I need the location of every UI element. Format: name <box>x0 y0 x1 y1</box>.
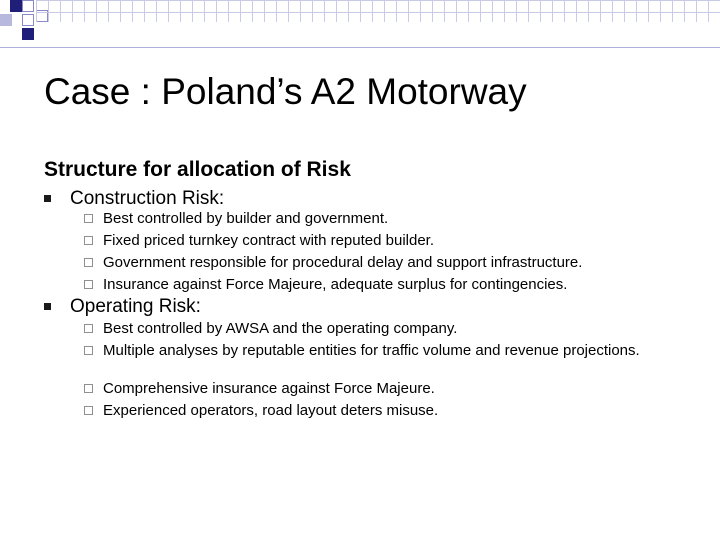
corner-square-light <box>0 14 12 26</box>
list-item-text: Best controlled by AWSA and the operating company. <box>103 320 458 337</box>
slide-title: Case : Poland’s A2 Motorway <box>44 71 527 112</box>
checkbox-bullet-icon <box>84 258 93 267</box>
list-item-text: Fixed priced turnkey contract with reputed builder. <box>103 232 435 249</box>
checkbox-bullet-icon <box>84 324 93 333</box>
corner-square-dark <box>22 28 34 40</box>
section-heading-label: Construction Risk: <box>70 188 225 209</box>
header-grid-pattern <box>36 0 720 22</box>
list-item-text: Comprehensive insurance against Force Majeure. <box>103 380 435 397</box>
square-bullet-icon <box>44 303 51 310</box>
list-item-text: Insurance against Force Majeure, adequate surplus for contingencies. <box>103 276 568 293</box>
list-item-text: Experienced operators, road layout deters misuse. <box>103 402 439 419</box>
checkbox-bullet-icon <box>84 346 93 355</box>
corner-square-dark <box>10 0 22 12</box>
section-heading-label: Operating Risk: <box>70 296 201 317</box>
title-rule <box>0 47 720 48</box>
corner-square-outline <box>22 14 34 26</box>
list-item-text: Best controlled by builder and government. <box>103 210 389 227</box>
checkbox-bullet-icon <box>84 406 93 415</box>
list-item-text: Government responsible for procedural delay and support infrastructure. <box>103 254 583 271</box>
checkbox-bullet-icon <box>84 236 93 245</box>
square-bullet-icon <box>44 195 51 202</box>
checkbox-bullet-icon <box>84 280 93 289</box>
list-item-text: Multiple analyses by reputable entities for traffic volume and revenue projections. <box>103 342 640 359</box>
checkbox-bullet-icon <box>84 384 93 393</box>
checkbox-bullet-icon <box>84 214 93 223</box>
slide-subtitle: Structure for allocation of Risk <box>44 158 351 181</box>
corner-square-outline <box>22 0 34 12</box>
